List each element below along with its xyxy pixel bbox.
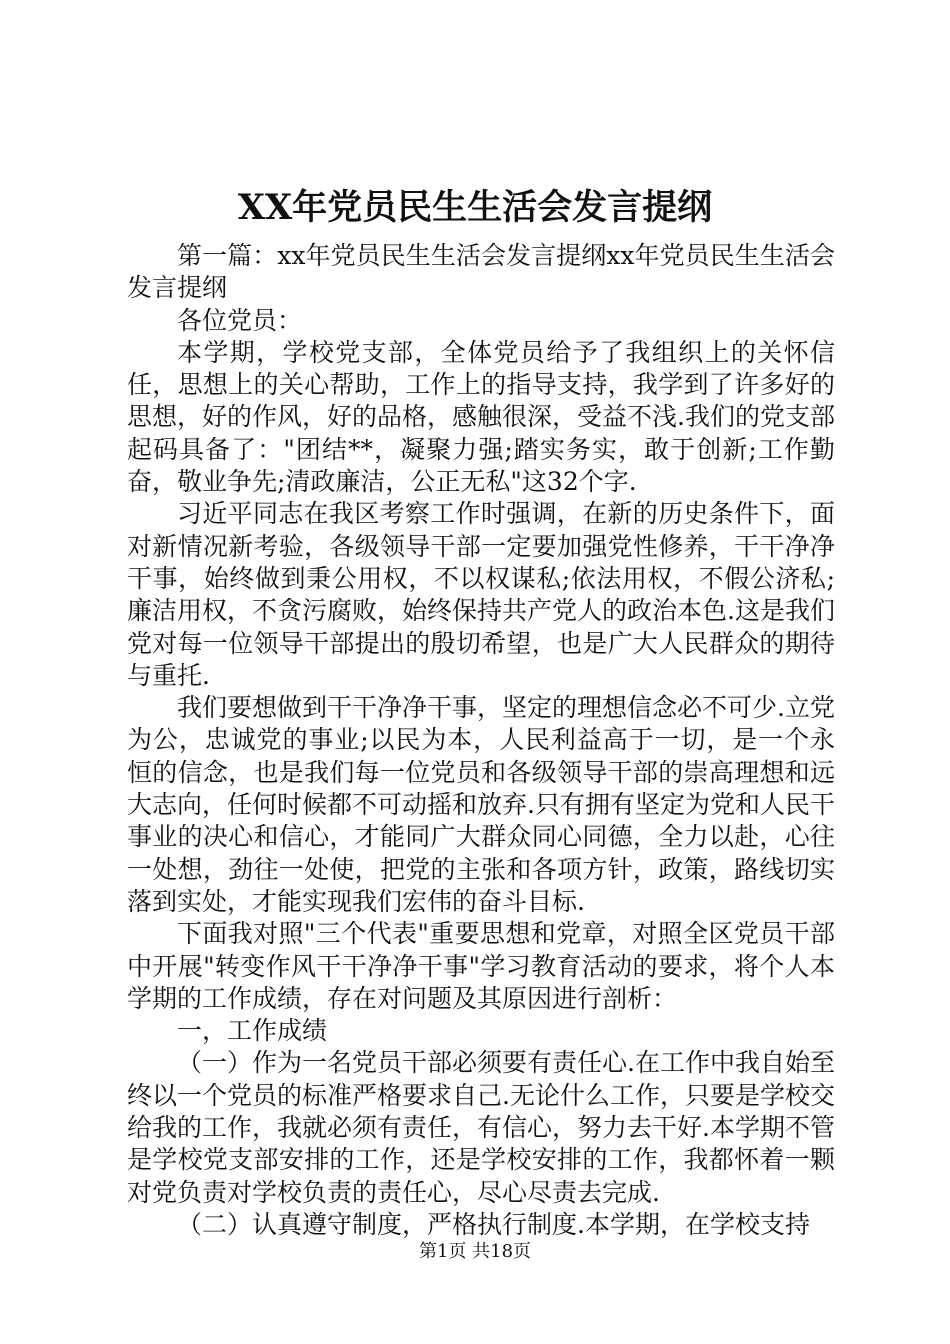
paragraph-intro: 本学期，学校党支部，全体党员给予了我组织上的关怀信任，思想上的关心帮助，工作上的指导支持，我学到了许多好的思想，好的作风，好的品格，感触很深，受益不浅.我们的党支部起码具备了："团结**，凝聚力强;踏实务实，敢于创新;工作勤奋，敬业争先;清政廉洁，公正无私"这32个字. <box>127 337 835 497</box>
document-body <box>127 240 835 1241</box>
page-footer: 第1页 共18页 <box>418 1241 532 1262</box>
paragraph-analysis-intro: 下面我对照"三个代表"重要思想和党章，对照全区党员干部中开展"转变作风干干净净干事"学习教育活动的要求，将个人本学期的工作成绩，存在对问题及其原因进行剖析： <box>127 919 835 1013</box>
paragraph-item-1: （一）作为一名党员干部必须要有责任心.在工作中我自始至终以一个党员的标准严格要求自己.无论什么工作，只要是学校交给我的工作，我就必须有责任，有信心，努力去干好.本学期不管是学校党支部安排的工作，还是学校安排的工作，我都怀着一颗对党负责对学校负责的责任心，尽心尽责去完成. <box>127 1048 835 1207</box>
paragraph-heading-line: 第一篇：xx年党员民生生活会发言提纲xx年党员民生生活会发言提纲 <box>127 241 835 303</box>
section-heading-achievements: 一，工作成绩 <box>177 1016 328 1046</box>
paragraph-quote: 习近平同志在我区考察工作时强调，在新的历史条件下，面对新情况新考验，各级领导干部一定要加强党性修养，干干净净干事，始终做到秉公用权，不以权谋私;依法用权，不假公济私;廉洁用权，不贪污腐败，始终保持共产党人的政治本色.这是我们党对每一位领导干部提出的殷切希望，也是广大人民群众的期待与重托. <box>127 499 835 690</box>
paragraph-item-2: （二）认真遵守制度，严格执行制度.本学期，在学校支持 <box>177 1209 810 1239</box>
paragraph-salutation: 各位党员： <box>177 305 303 335</box>
document-title: XX年党员民生生活会发言提纲 <box>237 187 713 228</box>
paragraph-ideals: 我们要想做到干干净净干事，坚定的理想信念必不可少.立党为公，忠诚党的事业;以民为本，人民利益高于一切，是一个永恒的信念，也是我们每一位党员和各级领导干部的崇高理想和远大志向，任何时候都不可动摇和放弃.只有拥有坚定为党和人民干事业的决心和信心，才能同广大群众同心同德，全力以赴，心往一处想，劲往一处使，把党的主张和各项方针，政策，路线切实落到实处，才能实现我们宏伟的奋斗目标. <box>127 693 835 916</box>
